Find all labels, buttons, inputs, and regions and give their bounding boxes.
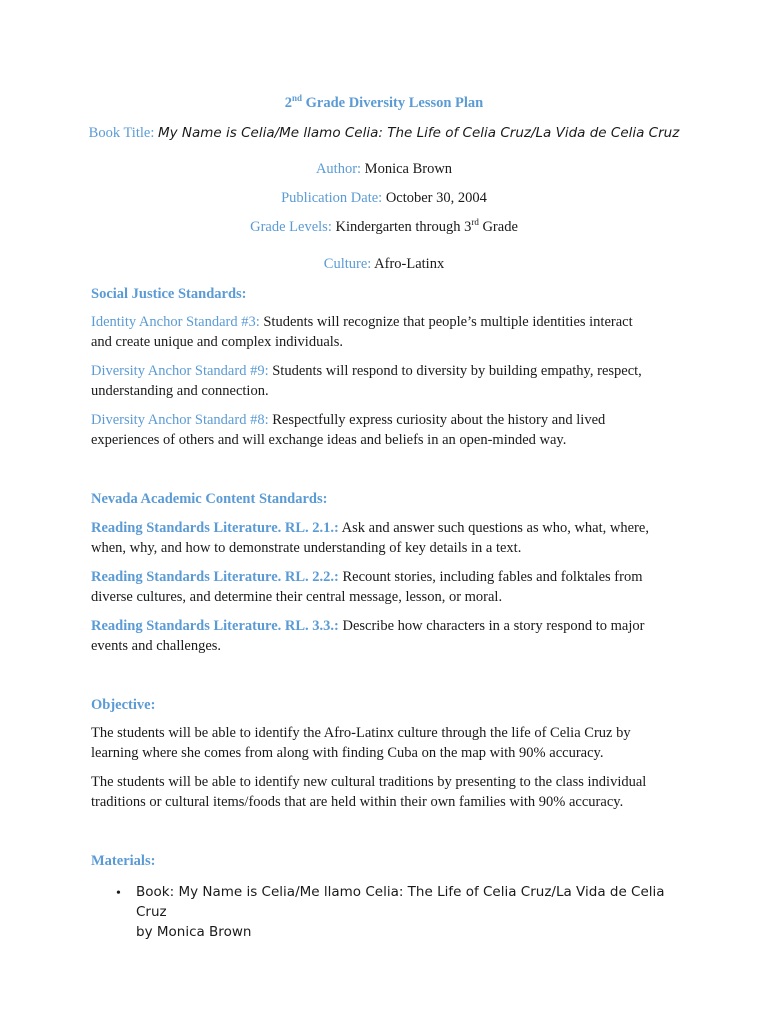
publication-value: October 30, 2004 <box>385 190 487 206</box>
grade-levels-sup: rd <box>471 217 479 228</box>
standard-text-line1: Students will respond to diversity by building empathy, respect, <box>268 363 642 379</box>
culture-line <box>0 255 768 273</box>
title-grade-number: 2 <box>284 95 292 111</box>
standard-paragraph <box>91 313 691 352</box>
book-title-label: Book Title: <box>88 125 155 141</box>
standard-text-line1: Students will recognize that people’s multiple identities interact <box>259 314 633 330</box>
standard-paragraph <box>91 411 691 450</box>
objective-line1: The students will be able to identify new cultural traditions by presenting to the class individual <box>91 774 647 790</box>
materials-heading: Materials: <box>91 853 156 869</box>
standard-text-line2: experiences of others and will exchange ideas and beliefs in an open-minded way. <box>91 431 567 448</box>
grade-levels-tail: Grade <box>478 219 518 235</box>
objective-line2: learning where she comes from along with finding Cuba on the map with 90% accuracy. <box>91 744 604 761</box>
culture-value: Afro-Latinx <box>374 256 445 272</box>
standard-text-line2: diverse cultures, and determine their central message, lesson, or moral. <box>91 588 503 605</box>
grade-levels-label: Grade Levels: <box>250 219 332 235</box>
book-title-line <box>0 124 768 142</box>
materials-item-line2: by Monica Brown <box>136 924 252 940</box>
objective-line2: traditions or cultural items/foods that are held within their own families with 90% accuracy. <box>91 793 624 810</box>
culture-label: Culture: <box>323 256 372 272</box>
standard-text-line2: understanding and connection. <box>91 382 269 399</box>
author-value: Monica Brown <box>364 161 453 177</box>
standard-text-line1: Describe how characters in a story respond to major <box>338 618 645 634</box>
nevada-standards-heading: Nevada Academic Content Standards: <box>91 491 328 507</box>
standard-label: Reading Standards Literature. RL. 2.1.: <box>91 520 339 536</box>
bullet-icon: • <box>116 886 121 901</box>
publication-line <box>0 189 768 207</box>
standard-text-line2: events and challenges. <box>91 637 222 654</box>
publication-label: Publication Date: <box>281 190 383 206</box>
author-line <box>0 160 768 178</box>
title-grade-sup: nd <box>291 93 302 104</box>
materials-item <box>136 882 696 942</box>
book-title-value: My Name is Celia/Me llamo Celia: The Life of Celia Cruz/La Vida de Celia Cruz <box>157 125 680 141</box>
standard-text-line1: Ask and answer such questions as who, what, where, <box>338 520 649 536</box>
standard-text-line1: Respectfully express curiosity about the history and lived <box>268 412 606 428</box>
standard-label: Reading Standards Literature. RL. 3.3.: <box>91 618 339 634</box>
grade-levels-value: Kindergarten through 3 <box>335 219 472 235</box>
objective-paragraph <box>91 724 691 763</box>
standard-label: Identity Anchor Standard #3: <box>91 314 260 330</box>
materials-item-line1: Book: My Name is Celia/Me llamo Celia: The Life of Celia Cruz/La Vida de Celia Cruz <box>136 884 665 920</box>
standard-paragraph <box>91 519 691 558</box>
grade-levels-line <box>0 218 768 236</box>
standard-text-line1: Recount stories, including fables and folktales from <box>338 569 643 585</box>
title-rest: Grade Diversity Lesson Plan <box>302 95 484 111</box>
objective-line1: The students will be able to identify the Afro-Latinx culture through the life of Celia Cruz by <box>91 725 631 741</box>
standard-paragraph <box>91 617 691 656</box>
objective-heading: Objective: <box>91 697 156 713</box>
lesson-title <box>0 94 768 112</box>
objective-paragraph <box>91 773 691 812</box>
standard-text-line2: when, why, and how to demonstrate understanding of key details in a text. <box>91 539 522 556</box>
social-justice-heading: Social Justice Standards: <box>91 286 247 302</box>
standard-paragraph <box>91 362 691 401</box>
standard-text-line2: and create unique and complex individuals. <box>91 333 344 350</box>
standard-paragraph <box>91 568 691 607</box>
standard-label: Diversity Anchor Standard #9: <box>91 363 269 379</box>
author-label: Author: <box>315 161 362 177</box>
standard-label: Diversity Anchor Standard #8: <box>91 412 269 428</box>
standard-label: Reading Standards Literature. RL. 2.2.: <box>91 569 339 585</box>
